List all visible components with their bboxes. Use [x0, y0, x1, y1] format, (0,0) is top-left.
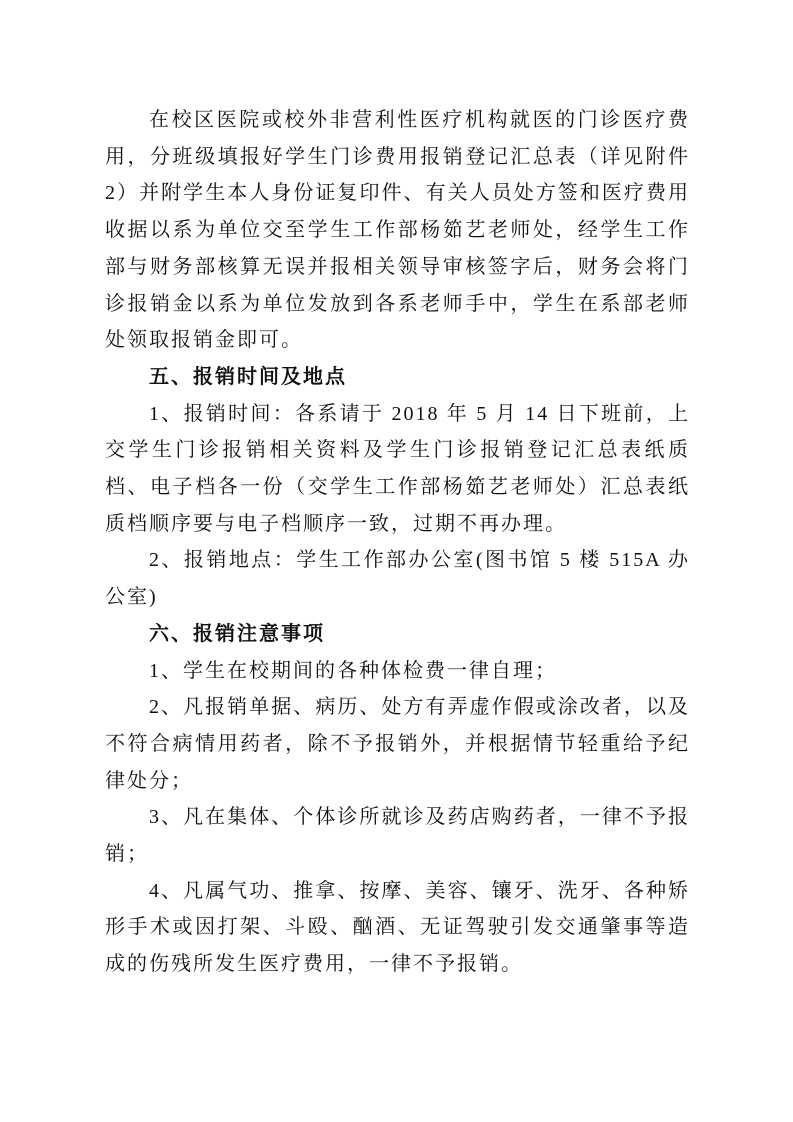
paragraph-note-1-physical-exam-fees: 1、学生在校期间的各种体检费一律自理；: [149, 659, 557, 682]
section-heading-5-time-and-place: 五、报销时间及地点: [149, 365, 347, 388]
paragraph-reimbursement-location: 2、报销地点：学生工作部办公室(图书馆 5 楼 515A 办公室): [105, 549, 690, 609]
paragraph-note-2-fraud-penalty: 2、凡报销单据、病历、处方有弄虚作假或涂改者，以及不符合病情用药者，除不予报销外，并根据情节轻重给予纪律处分；: [105, 696, 690, 792]
document-body: [105, 102, 690, 983]
paragraph-intro-reimbursement-process: 在校区医院或校外非营利性医疗机构就医的门诊医疗费用，分班级填报好学生门诊费用报销登记汇总表（详见附件2）并附学生本人身份证复印件、有关人员处方签和医疗费用收据以系为单位交至学生工作部杨筎艺老师处，经学生工作部与财务部核算无误并报相关领导审核签字后，财务会将门诊报销金以系为单位发放到各系老师手中，学生在系部老师处领取报销金即可。: [105, 109, 690, 352]
paragraph-reimbursement-time: 1、报销时间：各系请于 2018 年 5 月 14 日下班前，上交学生门诊报销相关资料及学生门诊报销登记汇总表纸质档、电子档各一份（交学生工作部杨筎艺老师处）汇总表纸质档顺序要与电子档顺序一致，过期不再办理。: [105, 402, 690, 535]
paragraph-note-4-excluded-expenses: 4、凡属气功、推拿、按摩、美容、镶牙、洗牙、各种矫形手术或因打架、斗殴、酗酒、无证驾驶引发交通肇事等造成的伤残所发生医疗费用，一律不予报销。: [105, 879, 690, 976]
section-heading-6-notes: 六、报销注意事项: [149, 622, 325, 645]
paragraph-note-3-private-clinics: 3、凡在集体、个体诊所就诊及药店购药者，一律不予报销；: [105, 806, 690, 866]
